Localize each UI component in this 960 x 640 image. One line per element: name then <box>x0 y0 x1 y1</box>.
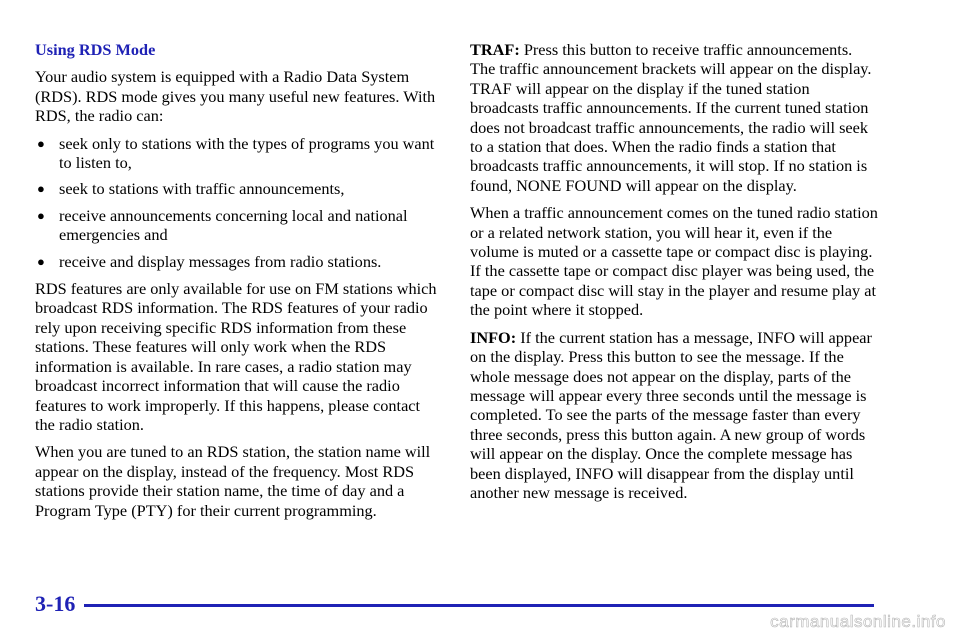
watermark-logo: carmanualsonline.info <box>770 612 946 631</box>
list-item <box>35 206 440 245</box>
info-description: If the current station has a message, INFO will appear on the display. Press this button to see the message. If the whole message does not appear on the display, parts of the message will appear every three seconds until the message is completed. To see the parts of the message faster than every three seconds, press this button again. A new group of words will appear on the display. Once the complete message has been displayed, INFO will disappear from the display until another new message is received. <box>470 327 872 502</box>
intro-paragraph: Your audio system is equipped with a Radio Data System (RDS). RDS mode gives you many useful new features. With RDS, the radio can: <box>35 67 436 126</box>
section-heading: Using RDS Mode <box>35 40 156 59</box>
list-item-text: receive and display messages from radio stations. <box>59 251 382 271</box>
page-number: 3-16 <box>35 591 76 616</box>
list-item <box>35 252 440 271</box>
list-item-text: seek only to stations with the types of programs you want to listen to, <box>59 133 435 173</box>
traf-description: Press this button to receive traffic announcements. The traffic announcement brackets will appear on the display. TRAF will appear on the display if the tuned station broadcasts traffic announcements. If the current tuned station does not broadcast traffic announcements, the radio will seek to a station that does. When the radio finds a station that broadcasts traffic announcements, it will stop. If no station is found, NONE FOUND will appear on the display. <box>470 40 872 195</box>
traffic-announcement-paragraph: When a traffic announcement comes on the tuned radio station or a related network station, you will hear it, even if the volume is muted or a cassette tape or compact disc is playing. If the cassette tape or compact disc player was being used, the tape or compact disc will stay in the player and resume play at the point where it stopped. <box>470 203 878 320</box>
list-item-text: receive announcements concerning local and national emergencies and <box>59 205 408 245</box>
traf-paragraph <box>470 40 880 195</box>
list-item <box>35 179 440 198</box>
bullet-icon: ● <box>37 253 45 269</box>
rds-tuned-paragraph: When you are tuned to an RDS station, the station name will appear on the display, instead of the frequency. Most RDS stations provide their station name, the time of day and a Program Type (PTY) for their current programming. <box>35 442 431 520</box>
bullet-icon: ● <box>37 135 45 151</box>
traf-term: TRAF: <box>470 40 520 59</box>
left-column <box>35 40 440 528</box>
list-item <box>35 134 440 173</box>
rds-feature-list <box>35 134 440 271</box>
right-column <box>470 40 880 510</box>
info-paragraph <box>470 328 880 503</box>
bullet-icon: ● <box>37 181 45 197</box>
footer-divider <box>84 604 874 607</box>
info-term: INFO: <box>470 327 517 347</box>
bullet-icon: ● <box>37 207 45 223</box>
list-item-text: seek to stations with traffic announcements, <box>59 179 345 199</box>
rds-features-paragraph: RDS features are only available for use on FM stations which broadcast RDS information. The RDS features of your radio rely upon receiving specific RDS information from these stations. These features will only work when the RDS information is available. In rare cases, a radio station may broadcast incorrect information that will cause the radio features to work improperly. If this happens, please contact the radio station. <box>35 279 437 434</box>
